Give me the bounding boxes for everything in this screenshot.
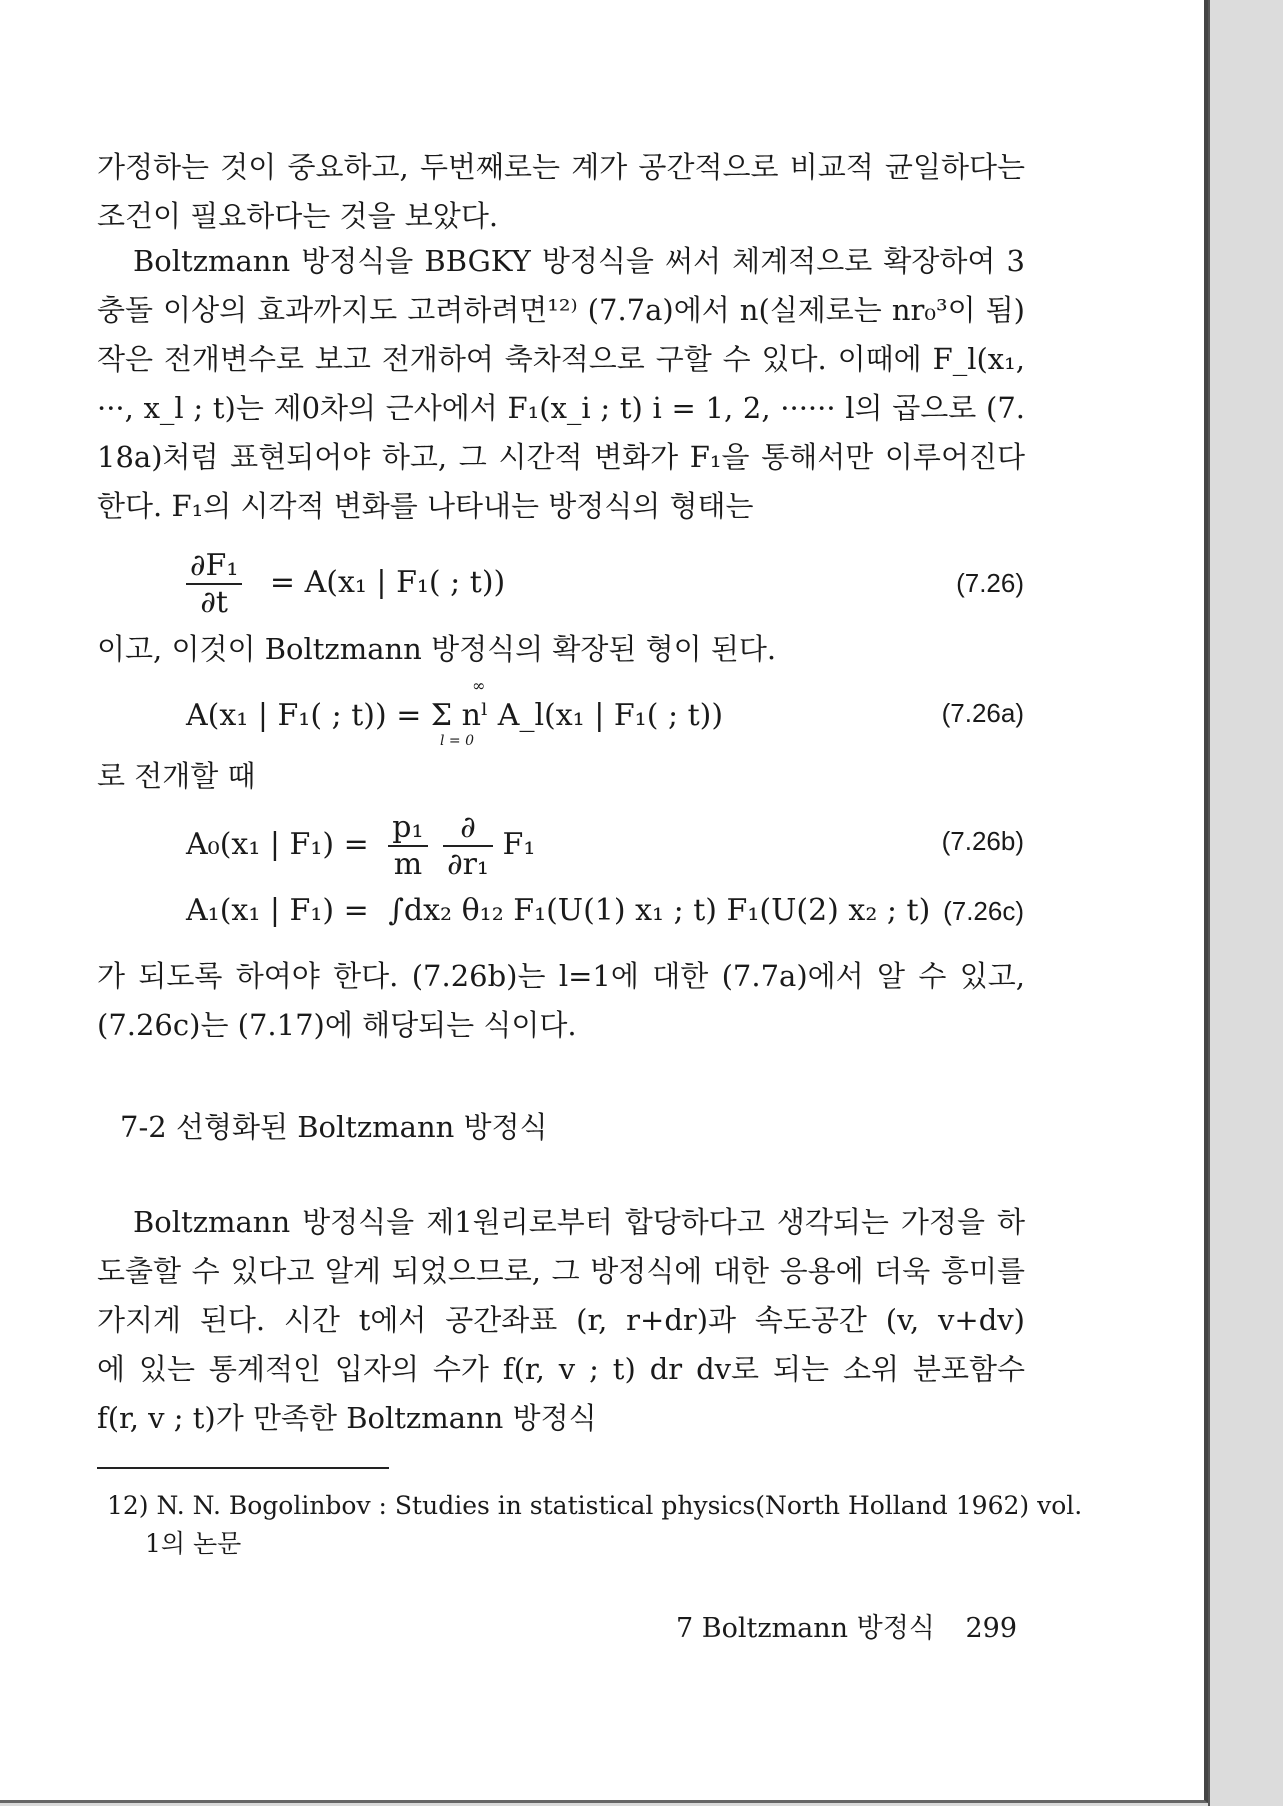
fraction-numerator: ∂ <box>443 810 493 847</box>
fraction-denominator: ∂r₁ <box>447 847 489 882</box>
page-edge-strip <box>1208 0 1283 1806</box>
text-line: 에 있는 통계적인 입자의 수가 f(r, v ; t) dr dv로 되는 소위 분포함수 <box>97 1352 1025 1386</box>
footnote <box>107 1487 1083 1563</box>
text-line: Boltzmann 방정식을 제1원리로부터 합당하다고 생각되는 가정을 하 <box>133 1205 1025 1239</box>
text-line: f(r, v ; t)가 만족한 Boltzmann 방정식 <box>97 1401 597 1435</box>
page-footer <box>676 1606 1017 1645</box>
text-line: ···, x_l ; t)는 제0차의 근사에서 F₁(x_i ; t) i = 1, 2, ······ l의 곱으로 (7. <box>97 391 1025 425</box>
paragraph-4 <box>97 1198 1025 1443</box>
equation-7-26a <box>186 698 723 733</box>
paragraph-after-7-26 <box>97 625 1025 674</box>
text-line: 가정하는 것이 중요하고, 두번째로는 계가 공간적으로 비교적 균일하다는 <box>97 150 1025 184</box>
fraction <box>186 548 242 620</box>
footnote-line: 1의 논문 <box>145 1529 242 1558</box>
equation-number: (7.26) <box>956 568 1024 598</box>
equation-rhs: ∫dx₂ θ₁₂ F₁(U(1) x₁ ; t) F₁(U(2) x₂ ; t) <box>388 893 931 928</box>
running-chapter-title: 7 Boltzmann 방정식 <box>676 1613 935 1644</box>
paragraph-3 <box>97 952 1025 1050</box>
text-line: 이고, 이것이 Boltzmann 방정식의 확장된 형이 된다. <box>97 632 777 666</box>
equation-number: (7.26c) <box>943 896 1024 926</box>
paragraph-1 <box>97 143 1025 241</box>
fraction-denominator: m <box>393 847 423 882</box>
footnote-line: 12) N. N. Bogolinbov : Studies in statistical physics(North Holland 1962) vol. <box>107 1491 1083 1520</box>
section-heading: 7-2 선형화된 Boltzmann 방정식 <box>120 1110 548 1144</box>
text-line: 18a)처럼 표현되어야 하고, 그 시간적 변화가 F₁을 통해서만 이루어진다 <box>97 440 1025 474</box>
equation-lhs: A₁(x₁ | F₁) = <box>186 893 369 928</box>
equation-body: A(x₁ | F₁( ; t)) = Σ nˡ A_l(x₁ | F₁( ; t)) <box>186 698 724 733</box>
text-line: 로 전개할 때 <box>97 759 256 793</box>
text-line: Boltzmann 방정식을 BBGKY 방정식을 써서 체계적으로 확장하여 3 <box>133 244 1025 278</box>
equation-lhs: A₀(x₁ | F₁) = <box>186 827 369 862</box>
sum-upper-limit: ∞ <box>472 676 486 695</box>
fraction-numerator: ∂F₁ <box>186 548 242 585</box>
footnote-rule <box>97 1467 389 1469</box>
paragraph-after-7-26a <box>97 752 1025 801</box>
text-line: 조건이 필요하다는 것을 보았다. <box>97 199 499 233</box>
fraction-denominator: ∂t <box>200 585 228 620</box>
text-line: 도출할 수 있다고 알게 되었으므로, 그 방정식에 대한 응용에 더욱 흥미를 <box>97 1254 1025 1288</box>
page-number: 299 <box>965 1613 1018 1644</box>
equation-number: (7.26a) <box>941 698 1024 728</box>
text-line: 가지게 된다. 시간 t에서 공간좌표 (r, r+dr)과 속도공간 (v, v+dv) <box>97 1303 1025 1337</box>
text-line: (7.26c)는 (7.17)에 해당되는 식이다. <box>97 1008 577 1042</box>
equation-7-26 <box>186 548 505 620</box>
sum-lower-limit: l = 0 <box>440 733 475 749</box>
fraction-numerator: p₁ <box>388 810 427 847</box>
paragraph-2 <box>97 237 1025 531</box>
equation-7-26b <box>186 810 535 882</box>
text-line: 작은 전개변수로 보고 전개하여 축차적으로 구할 수 있다. 이때에 F_l(x₁, <box>97 342 1025 376</box>
text-line: 가 되도록 하여야 한다. (7.26b)는 l=1에 대한 (7.7a)에서 알 수 있고, <box>97 959 1025 993</box>
equation-rhs: = A(x₁ | F₁( ; t)) <box>269 565 506 600</box>
equation-tail: F₁ <box>502 827 536 862</box>
text-line: 한다. F₁의 시각적 변화를 나타내는 방정식의 형태는 <box>97 489 754 523</box>
equation-number: (7.26b) <box>941 826 1024 856</box>
equation-7-26c <box>186 893 930 928</box>
text-line: 충돌 이상의 효과까지도 고려하려면¹²⁾ (7.7a)에서 n(실제로는 nr₀³이 됨) <box>97 293 1025 327</box>
fraction <box>443 810 493 882</box>
fraction <box>388 810 427 882</box>
